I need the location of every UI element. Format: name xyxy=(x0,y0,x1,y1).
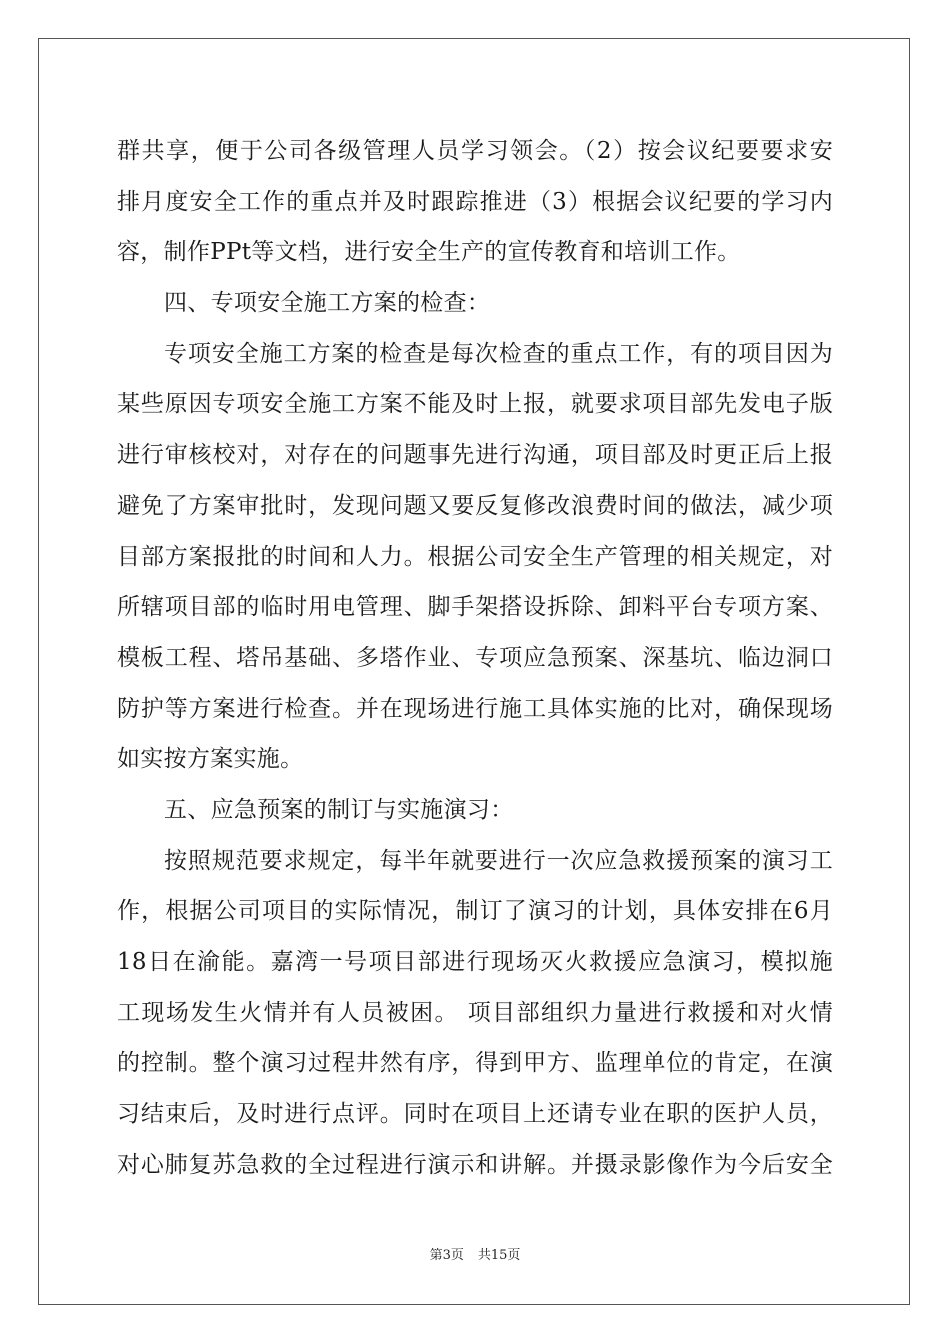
text-line: 某些原因专项安全施工方案不能及时上报，就要求项目部先发电子版 xyxy=(117,391,833,418)
page-footer xyxy=(0,1244,950,1263)
text-line: 进行审核校对，对存在的问题事先进行沟通，项目部及时更正后上报 xyxy=(117,442,833,469)
text-line: 作，根据公司项目的实际情况，制订了演习的计划，具体安排在6月 xyxy=(117,898,833,925)
text-line: 五、应急预案的制订与实施演习： xyxy=(164,796,514,823)
text-line: 目部方案报批的时间和人力。根据公司安全生产管理的相关规定，对 xyxy=(117,543,833,570)
text-line: 对心肺复苏急救的全过程进行演示和讲解。并摄录影像作为今后安全 xyxy=(117,1151,833,1178)
text-line: 专项安全施工方案的检查是每次检查的重点工作，有的项目因为 xyxy=(164,340,833,367)
text-line: 习结束后，及时进行点评。同时在项目上还请专业在职的医护人员， xyxy=(117,1101,833,1128)
page-number: 第3页 xyxy=(429,1248,464,1263)
text-line: 四、专项安全施工方案的检查： xyxy=(164,290,491,317)
text-line: 18日在渝能。嘉湾一号项目部进行现场灭火救援应急演习，模拟施 xyxy=(117,949,833,975)
text-line: 排月度安全工作的重点并及时跟踪推进（3）根据会议纪要的学习内 xyxy=(117,188,833,215)
text-line: 容，制作PPt等文档，进行安全生产的宣传教育和培训工作。 xyxy=(117,239,741,266)
document-body xyxy=(117,126,833,1190)
text-line: 工现场发生火情并有人员被困。 项目部组织力量进行救援和对火情 xyxy=(117,999,833,1026)
text-line: 群共享，便于公司各级管理人员学习领会。（2）按会议纪要要求安 xyxy=(117,138,833,164)
text-line: 避免了方案审批时，发现问题又要反复修改浪费时间的做法，减少项 xyxy=(117,492,833,519)
text-line: 的控制。整个演习过程井然有序，得到甲方、监理单位的肯定，在演 xyxy=(117,1050,833,1077)
text-line: 如实按方案实施。 xyxy=(117,746,304,773)
text-line: 防护等方案进行检查。并在现场进行施工具体实施的比对，确保现场 xyxy=(117,695,833,722)
text-line: 按照规范要求规定，每半年就要进行一次应急救援预案的演习工 xyxy=(164,847,833,874)
page-total: 共15页 xyxy=(477,1248,521,1263)
text-line: 所辖项目部的临时用电管理、脚手架搭设拆除、卸料平台专项方案、 xyxy=(117,594,833,621)
text-line: 模板工程、塔吊基础、多塔作业、专项应急预案、深基坑、临边洞口 xyxy=(117,644,833,671)
